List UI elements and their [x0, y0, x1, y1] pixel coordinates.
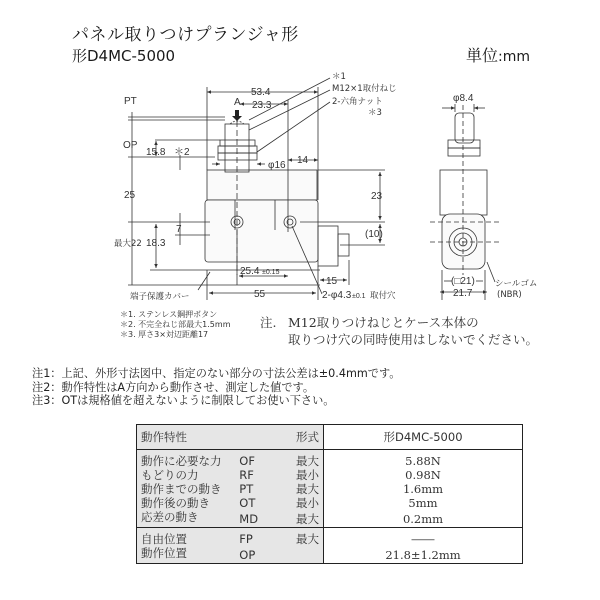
dim-phi8-4: φ8.4: [453, 93, 474, 104]
row-limit: 最小: [265, 468, 324, 482]
row-name: 自由位置: [137, 528, 236, 547]
spec-row: [137, 510, 523, 528]
row-value: 0.2mm: [324, 510, 523, 528]
row-name: 動作位置: [137, 546, 236, 564]
switch-head: [207, 170, 317, 200]
unit-value: :mm: [498, 49, 531, 65]
dim-23: 23: [371, 191, 383, 202]
row-name: 動作までの動き: [137, 482, 236, 496]
row-value: 0.98N: [324, 468, 523, 482]
row-name: 応差の動き: [137, 510, 236, 528]
spec-row: [137, 468, 523, 482]
dim-hole-tol: ±0.1: [352, 293, 366, 300]
dim-15: 15: [326, 276, 338, 287]
page-title: パネル取りつけプランジャ形: [72, 25, 299, 45]
dim-14: 14: [297, 155, 309, 166]
dim-25: 25: [124, 190, 136, 201]
dim-55: 55: [254, 289, 266, 300]
callout-thread: M12×1取付ねじ: [332, 84, 397, 94]
dim-hole: 2-φ4.3: [322, 290, 352, 301]
dim-7: 7: [176, 224, 182, 235]
dim-25-4: 25.4: [240, 266, 260, 277]
mounting-note-prefix: 注.: [260, 315, 277, 330]
row-limit: 最小: [265, 496, 324, 510]
row-code: OT: [235, 496, 265, 510]
row-code: OP: [235, 546, 265, 564]
dim-21-7: 21.7: [453, 288, 473, 299]
row-value: 5.88N: [324, 450, 523, 469]
dim-square21: (□21): [451, 276, 475, 287]
mounting-note-line2: 取りつけ穴の同時使用はしないでください。: [288, 332, 539, 347]
row-limit: 最大: [265, 528, 324, 547]
row-value: ――: [324, 528, 523, 547]
spec-header-row: [137, 425, 523, 450]
row-name: もどりの力: [137, 468, 236, 482]
dim-max22: 最大22: [114, 239, 142, 249]
dim-star2: ＊2: [174, 147, 190, 158]
dim-pt: PT: [124, 96, 137, 107]
model-name: 形D4MC-5000: [72, 47, 176, 65]
dim-op: OP: [123, 140, 138, 151]
row-limit: 最大: [265, 450, 324, 469]
callout-star3: ＊3: [368, 108, 382, 118]
row-name: 動作に必要な力: [137, 450, 236, 469]
note-2: 注2：動作特性はA方向から動作させ、測定した値です。: [32, 380, 315, 394]
row-code: OF: [235, 450, 265, 469]
dim-hole-suffix: 取付穴: [370, 291, 396, 301]
mounting-note-line1: M12取りつけねじとケース本体の: [288, 315, 479, 330]
dim-25-4-tol: ±0.15: [262, 269, 280, 276]
footnote-1: ＊1. ステンレス鋼押ボタン: [120, 310, 218, 319]
header-characteristic: 動作特性: [137, 425, 266, 450]
unit-label-text: 単位: [466, 46, 499, 65]
row-code: PT: [235, 482, 265, 496]
dim-phi16: φ16: [268, 160, 286, 171]
dim-15-8: 15.8: [146, 147, 166, 158]
row-name: 動作後の動き: [137, 496, 236, 510]
seal-label: シールゴム: [495, 279, 538, 289]
header-model: 形D4MC-5000: [324, 425, 523, 450]
footnote-2: ＊2. 不完全ねじ部最大1.5mm: [120, 320, 231, 329]
callout-terminal-cover: 端子保護カバー: [130, 292, 190, 302]
dim-10: (10): [365, 229, 383, 240]
note-1: 注1：上記、外形寸法図中、指定のない部分の寸法公差は±0.4mmです。: [32, 367, 401, 380]
row-limit: 最大: [265, 510, 324, 528]
switch-body: [205, 200, 318, 262]
dim-18-3: 18.3: [146, 238, 166, 249]
note-3: 注3：OTは規格値を超えないように制限してお使い下さい。: [32, 394, 335, 407]
general-notes: [32, 367, 400, 408]
arrow-a-label: A: [234, 97, 241, 108]
terminal-cover: [318, 226, 338, 266]
row-value: 21.8±1.2mm: [324, 546, 523, 564]
dim-53-4: 53.4: [251, 87, 271, 98]
callout-star1: ＊1: [332, 72, 346, 82]
spec-row: [137, 528, 523, 547]
row-code: FP: [235, 528, 265, 547]
footnote-3: ＊3. 厚さ3×対辺距離17: [120, 330, 209, 339]
row-value: 5mm: [324, 496, 523, 510]
row-limit: [265, 546, 324, 564]
seal-material: (NBR): [497, 290, 522, 300]
spec-row: [137, 482, 523, 496]
row-limit: 最大: [265, 482, 324, 496]
header-type: 形式: [265, 425, 324, 450]
row-code: RF: [235, 468, 265, 482]
spec-table: [136, 424, 523, 564]
callout-nut: 2-六角ナット: [332, 97, 383, 107]
spec-row: [137, 450, 523, 469]
row-value: 1.6mm: [324, 482, 523, 496]
row-code: MD: [235, 510, 265, 528]
spec-row: [137, 496, 523, 510]
dim-23-3: 23.3: [252, 100, 272, 111]
spec-row: [137, 546, 523, 564]
